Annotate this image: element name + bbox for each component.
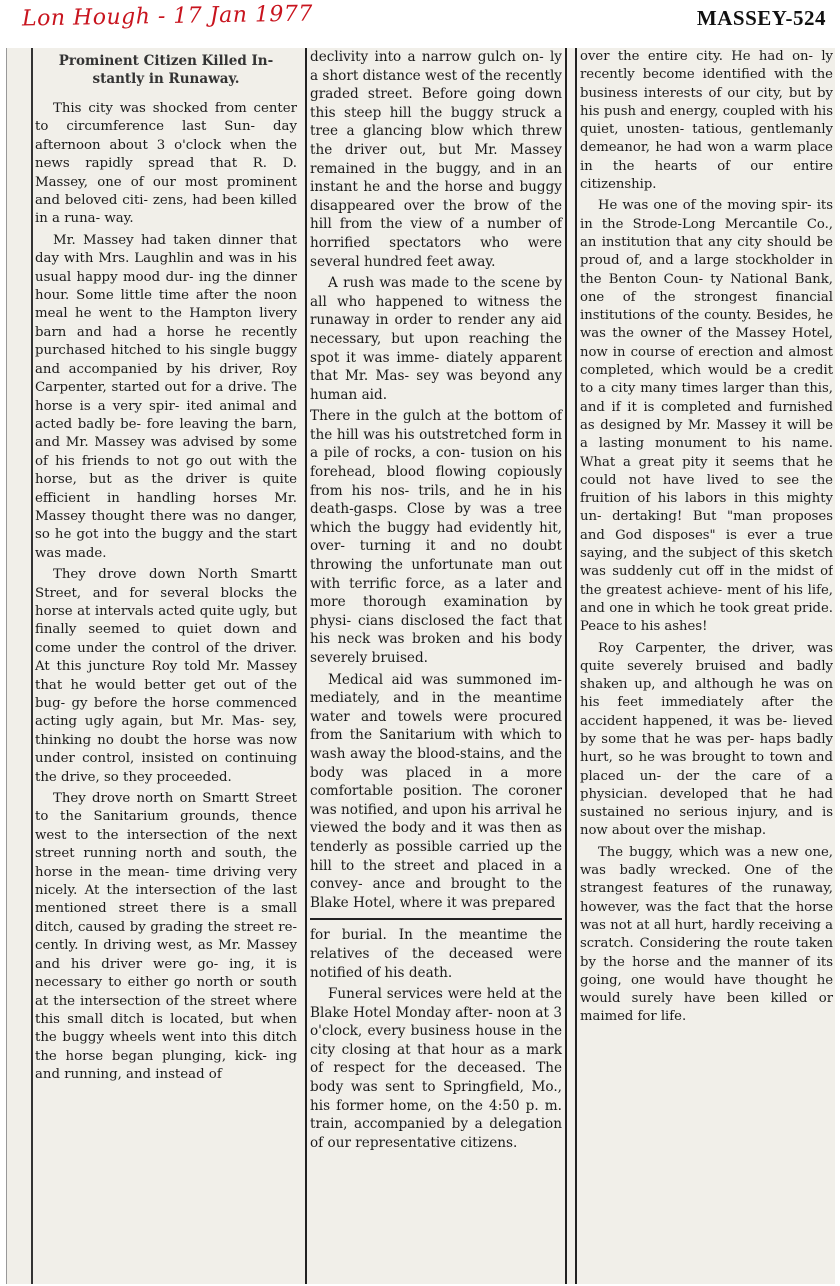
column-3 xyxy=(575,48,833,1284)
paragraph: declivity into a narrow gulch on- ly a short distance west of the recently graded street. Before going down this steep hill the buggy struck a tree a glancing blow which threw the driver out, but Mr. Massey remained in the buggy, and in an instant he and the horse and buggy disappeared over the brow of the hill from the view of a number of horrified spectators who were several hundred feet away. xyxy=(310,49,562,270)
paragraph: for burial. In the meantime the relatives of the deceased were notified of his death. xyxy=(310,927,562,981)
column-1 xyxy=(31,48,297,1284)
paragraph: A rush was made to the scene by all who happened to witness the runaway in order to render any aid necessary, but upon reaching the spot it was imme- diately apparent that Mr. Mas- sey was beyond any human aid. xyxy=(310,275,562,403)
paragraph: Medical aid was summoned im- mediately, and in the meantime water and towels were procured from the Sanitarium with which to wash away the blood-stains, and the body was placed in a more comfortable position. The coroner was notified, and upon his arrival he viewed the body and it was then as tenderly as possible carried up the hill to the street and placed in a convey- ance and brought to the Blake Hotel, where it was prepared xyxy=(310,671,562,911)
paragraph: The buggy, which was a new one, was badly wrecked. One of the strangest features of the runaway, however, was the fact that the horse was not at all hurt, hardly receiving a scratch. Considering the route taken by the horse and the manner of its going, one would have thought he would surely have been killed or maimed for life. xyxy=(580,844,833,1025)
paragraph: Funeral services were held at the Blake Hotel Monday after- noon at 3 o'clock, every business house in the city closing at that hour as a mark of respect for the deceased. The body was sent to Springfield, Mo., his former home, on the 4:50 p. m. train, accompanied by a delegation of our representative citizens. xyxy=(310,986,562,1151)
handwritten-annotation: Lon Hough - 17 Jan 1977 xyxy=(21,1,314,32)
column-divider xyxy=(310,918,562,920)
paragraph: over the entire city. He had on- ly recently become identified with the business interests of our city, but by his push and energy, coupled with his quiet, unosten- tatious, gentlemanly demeanor, he had won a warm place in the hearts of our entire citizenship. xyxy=(580,49,833,193)
column-2 xyxy=(305,48,567,1284)
paragraph: This city was shocked from center to circumference last Sun- day afternoon about 3 o'clock when the news rapidly spread that R. D. Massey, one of our most prominent and beloved citi- zens, had been killed in a runa- way. xyxy=(35,101,297,227)
paragraph: Mr. Massey had taken dinner that day with Mrs. Laughlin and was in his usual happy mood dur- ing the dinner hour. Some little time after the noon meal he went to the Hampton livery barn and had a horse he recently purchased hitched to his single buggy and accompanied by his driver, Roy Carpenter, started out for a drive. The horse is a very spir- ited animal and acted badly be- fore leaving the barn, and Mr. Massey was advised by some of his friends to not go out with the horse, but as the driver is quite efficient in handling horses Mr. Massey thought there was no danger, so he got into the buggy and the start was made. xyxy=(35,232,297,561)
article-headline: Prominent Citizen Killed In- stantly in Runaway. xyxy=(58,53,274,87)
paragraph: They drove down North Smartt Street, and for several blocks the horse at intervals acted quite ugly, but finally seemed to quiet down and come under the control of the driver. At this juncture Roy told Mr. Massey that he would better get out of the bug- gy before the horse commenced acting ugly again, but Mr. Mas- sey, thinking no doubt the horse was now under control, insisted on continuing the drive, so they proceeded. xyxy=(35,567,297,785)
paragraph: Roy Carpenter, the driver, was quite severely bruised and badly shaken up, and although he was on his feet immediately after the accident happened, it was be- lieved by some that he was per- haps badly hurt, so he was brought to town and placed un- der the care of a physician. developed that he had sustained no serious injury, and is now about over the mishap. xyxy=(580,640,833,839)
newspaper-clipping xyxy=(6,48,835,1284)
paragraph: There in the gulch at the bottom of the hill was his outstretched form in a pile of rocks, a con- tusion on his forehead, blood flowing copiously from his nos- trils, and he in his death-gasps. Close by was a tree which the buggy had evidently hit, over- turning it and no doubt throwing the unfortunate man out with terrific force, as a later and more thorough examination by physi- cians disclosed the fact that his neck was broken and his body severely bruised. xyxy=(310,408,562,666)
paragraph: They drove north on Smartt Street to the Sanitarium grounds, thence west to the intersection of the next street running north and south, the horse in the mean- time driving very nicely. At the intersection of the last mentioned street there is a small ditch, caused by grading the street re- cently. In driving west, as Mr. Massey and his driver were go- ing, it is necessary to either go north or south at the intersection of the street where this small ditch is located, but when the buggy wheels went into this ditch the horse began plunging, kick- ing and running, and instead of xyxy=(35,791,297,1083)
paragraph: He was one of the moving spir- its in the Strode-Long Mercantile Co., an institution that any city should be proud of, and a large stockholder in the Benton Coun- ty National Bank, one of the strongest financial institutions of the county. Besides, he was the owner of the Massey Hotel, now in course of erection and almost completed, which would be a credit to a city many times larger than this, and if it is completed and furnished as designed by Mr. Massey it will be a lasting monument to his name. What a great pity it seems that he could not have lived to see the fruition of his labors in this mighty un- dertaking! But "man proposes and God disposes" is ever a true saying, and the subject of this sketch was suddenly cut off in the midst of the greatest achieve- ment of his life, and one in which he took great pride. Peace to his ashes! xyxy=(580,198,833,635)
document-id: MASSEY-524 xyxy=(696,6,826,30)
